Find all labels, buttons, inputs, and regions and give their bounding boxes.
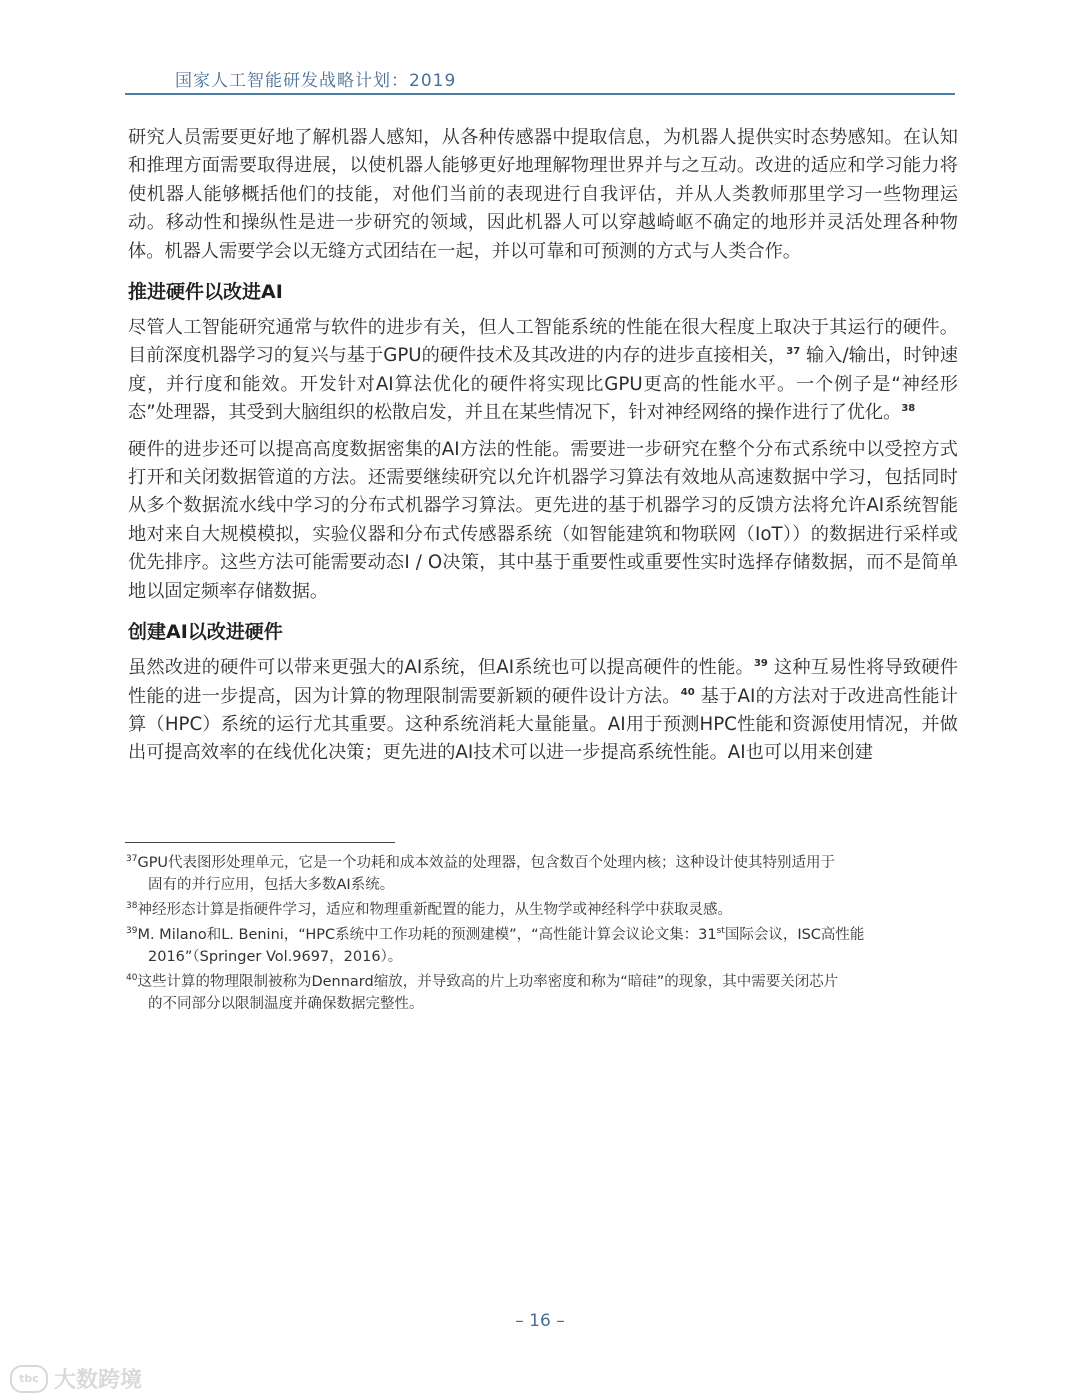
- paragraph-robot-perception: 研究人员需要更好地了解机器人感知，从各种传感器中提取信息，为机器人提供实时态势感知。在认知和推理方面需要取得进展，以使机器人能够更好地理解物理世界并与之互动。改进的适应和学习能力将使机器人能够概括他们的技能，对他们当前的表现进行自我评估，并从人类教师那里学习一些物理运动。移动性和操纵性是进一步研究的领域，因此机器人可以穿越崎岖不确定的地形并灵活处理各种物体。机器人需要学会以无缝方式团结在一起，并以可靠和可预测的方式与人类合作。: [128, 127, 958, 262]
- footnote-text: 固有的并行应用，包括大多数AI系统。: [148, 877, 395, 893]
- footnote-number: 40: [126, 973, 138, 984]
- footnote-ref-37[interactable]: 37: [786, 346, 801, 358]
- page-number: – 16 –: [515, 1311, 565, 1331]
- footnote-text: 2016”（Springer Vol.9697，2016）。: [148, 949, 403, 965]
- footnote-37: [126, 852, 956, 896]
- footnotes: [126, 852, 956, 1018]
- footnote-divider: [125, 842, 395, 843]
- paragraph-text: 虽然改进的硬件可以带来更强大的AI系统，但AI系统也可以提高硬件的性能。: [128, 657, 754, 679]
- main-content: [128, 124, 958, 776]
- paragraph-text: 基于AI的方法对于改进高性能计算（HPC）系统的运行尤其重要。这种系统消耗大量能量。AI用于预测HPC性能和资源使用情况，并做出可提高效率的在线优化决策；更先进的AI技术可以进一步提高系统性能。AI也可以用来创建: [128, 685, 958, 764]
- footnote-39: [126, 924, 956, 968]
- header-title: 国家人工智能研发战略计划：2019: [175, 71, 457, 91]
- paragraph-text: 尽管人工智能研究通常与软件的进步有关，但人工智能系统的性能在很大程度上取决于其运行的硬件。目前深度机器学习的复兴与基于GPU的硬件技术及其改进的内存的进步直接相关，: [128, 317, 958, 367]
- footnote-38: [126, 899, 956, 921]
- footnote-number: 37: [126, 854, 138, 865]
- paragraph-hardware-progress: [128, 314, 958, 428]
- watermark-logo-icon: tbc: [10, 1365, 48, 1393]
- footnote-number: 39: [126, 926, 138, 937]
- footnote-text: M. Milano和L. Benini，“HPC系统中工作功耗的预测建模”，“高性能计算会议论文集：31: [137, 927, 717, 943]
- paragraph-ai-improves-hardware: [128, 654, 958, 768]
- paragraph-data-intensive: 硬件的进步还可以提高高度数据密集的AI方法的性能。需要进一步研究在整个分布式系统中以受控方式打开和关闭数据管道的方法。还需要继续研究以允许机器学习算法有效地从高速数据中学习，包括同时从多个数据流水线中学习的分布式机器学习算法。更先进的基于机器学习的反馈方法将允许AI系统智能地对来自大规模模拟，实验仪器和分布式传感器系统（如智能建筑和物联网（IoT））的数据进行采样或优先排序。这些方法可能需要动态I / O决策，其中基于重要性或重要性实时选择存储数据，而不是简单地以固定频率存储数据。: [128, 438, 958, 602]
- footnote-ref-38[interactable]: 38: [901, 403, 916, 415]
- footnote-text: GPU代表图形处理单元，它是一个功耗和成本效益的处理器，包含数百个处理内核；这种设计使其特别适用于: [137, 855, 836, 871]
- paragraph-text: 这种互易性将导致硬件性能的进一步提高，因为计算的物理限制需要新颖的硬件设计方法。: [128, 657, 958, 707]
- footnote-text: 国际会议，ISC高性能: [724, 927, 865, 943]
- paragraph-text: 输入/输出，时钟速度，并行度和能效。开发针对AI算法优化的硬件将实现比GPU更高的性能水平。一个例子是“神经形态”处理器，其受到大脑组织的松散启发，并且在某些情况下，针对神经网络的操作进行了优化。: [128, 345, 958, 424]
- page-header: [125, 66, 955, 95]
- watermark: [10, 1363, 142, 1394]
- section-heading-ai-for-hardware: 创建AI以改进硬件: [128, 621, 283, 644]
- footnote-number: 38: [126, 901, 138, 912]
- footnote-text: 的不同部分以限制温度并确保数据完整性。: [148, 996, 424, 1012]
- footnote-text: 这些计算的物理限制被称为Dennard缩放，并导致高的片上功率密度和称为“暗硅”的现象，其中需要关闭芯片: [137, 974, 839, 990]
- footnote-ref-39[interactable]: 39: [753, 658, 768, 670]
- footnote-text: 神经形态计算是指硬件学习，适应和物理重新配置的能力，从生物学或神经科学中获取灵感。: [137, 902, 732, 918]
- section-heading-hardware: 推进硬件以改进AI: [128, 281, 283, 304]
- footnote-40: [126, 971, 956, 1015]
- ordinal-suffix: st: [716, 926, 725, 937]
- footnote-ref-40[interactable]: 40: [680, 686, 695, 698]
- watermark-text: 大数跨境: [54, 1368, 143, 1393]
